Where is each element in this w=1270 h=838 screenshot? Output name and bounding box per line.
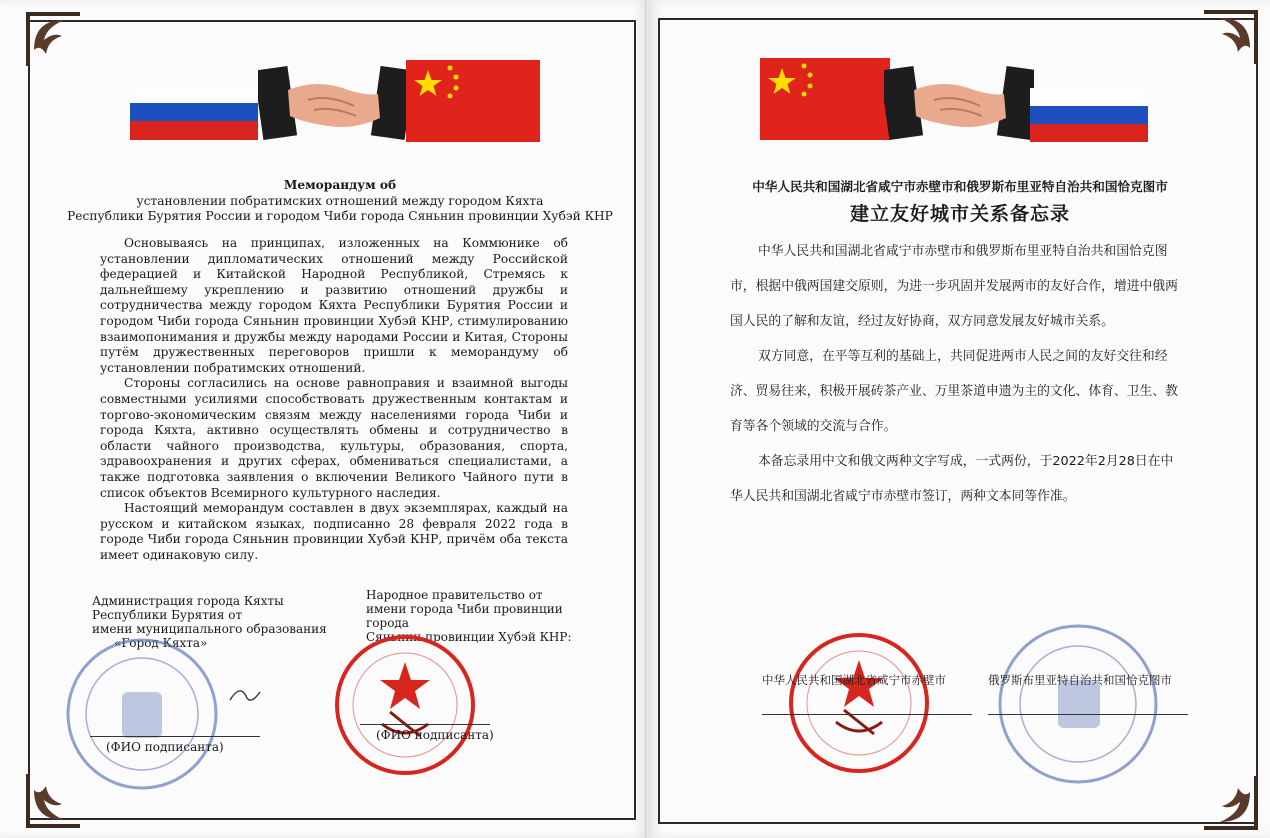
signer-caption: (ФИО подписанта) [376, 728, 494, 742]
red-city-seal-icon [786, 630, 932, 776]
handshake-icon [258, 60, 408, 142]
ornamental-corner-icon [24, 10, 84, 70]
handshake-icon [884, 60, 1034, 142]
memorandum-subtitle-cn: 中华人民共和国湖北省咸宁市赤壁市和俄罗斯布里亚特自治共和国恰克图市 [752, 179, 1168, 194]
memorandum-title-cn: 建立友好城市关系备忘录 [849, 203, 1070, 225]
signature-line [360, 724, 490, 725]
body-paragraph: 本备忘录用中文和俄文两种文字写成，一式两份，于2022年2月28日在中华人民共和国湖北省咸宁市赤壁市签订，两种文本同等作准。 [730, 454, 1174, 504]
signatory-kyakhta-cn: 俄罗斯布里亚特自治共和国恰克图市 [988, 673, 1172, 687]
signatory-line: Сяньнин провинции Хубэй КНР: [366, 630, 572, 644]
title-line: установлении побратимских отношений между городом Кяхта [136, 193, 544, 208]
signature-icon [226, 680, 266, 710]
signature-line [988, 714, 1188, 715]
chinese-flag-icon [760, 58, 890, 140]
title-line: Республики Бурятия России и городом Чиби города Сяньнин провинции Хубэй КНР [67, 209, 613, 224]
memorandum-title-ru [60, 178, 620, 225]
signatory-line: Республики Бурятия от [92, 608, 243, 622]
chinese-flag-icon [406, 60, 540, 142]
body-paragraph: Основываясь на принципах, изложенных на Коммюнике об установлении дипломатических отношений между Российской федерацией и Китайской Народной Республикой, Стремясь к дальнейшему укреплению и развитию отношений дружбы и сотрудничества между городом Кяхта Республики Бурятия России и городом Чиби города Сяньнин провинции Хубэй КНР, стимулированию взаимопонимания и дружбы между народами России и Китая, Стороны путём дружественных переговоров пришли к меморандуму об установлении побратимских отношений. [100, 236, 568, 375]
ornamental-corner-icon [1200, 772, 1260, 832]
signatory-line: Администрация города Кяхты [92, 594, 284, 608]
ornamental-corner-icon [1200, 8, 1260, 68]
red-city-seal-icon [332, 632, 478, 778]
body-paragraph: Настоящий меморандум составлен в двух экземплярах, каждый на русском и китайском языках, подписанно 28 февраля 2022 года в городе Чиби города Сяньнин провинции Хубэй КНР, причём оба текста имеет одинаковую силу. [100, 501, 568, 562]
body-paragraph: 中华人民共和国湖北省咸宁市赤壁市和俄罗斯布里亚特自治共和国恰克图市，根据中俄两国建交原则，为进一步巩固并发展两市的友好合作，增进中俄两国人民的了解和友谊，经过友好协商，双方同意发展友好城市关系。 [730, 244, 1178, 329]
signatory-line: имени муниципального образования [92, 622, 327, 636]
blue-city-seal-icon [64, 636, 220, 792]
signature-line [762, 714, 972, 715]
russian-flag-icon [130, 84, 258, 140]
signatory-line: «Город Кяхта» [114, 636, 208, 650]
title-line: Меморандум об [283, 178, 397, 192]
signatory-chibi-cn: 中华人民共和国湖北省咸宁市赤壁市 [762, 673, 946, 687]
right-page-chinese [650, 0, 1270, 838]
body-paragraph: 双方同意，在平等互利的基础上，共同促进两市人民之间的友好交往和经济、贸易往来，积极开展砖茶产业、万里茶道申遗为主的文化、体育、卫生、教育等各个领域的交流与合作。 [730, 349, 1178, 434]
blue-city-seal-icon [996, 622, 1160, 786]
signer-caption: (ФИО подписанта) [106, 740, 224, 754]
memorandum-body-cn [730, 234, 1180, 514]
russian-flag-icon [1030, 88, 1148, 142]
signatory-line: Народное правительство от [366, 588, 543, 602]
signatory-line: имени города Чиби провинции города [366, 602, 563, 630]
signature-line [90, 736, 260, 737]
body-paragraph: Стороны согласились на основе равноправия и взаимной выгоды совместными усилиями способствовать дружественным контактам и торгово-экономическим связям между населениями города Чиби и города Кяхта, активно осуществлять обмены и сотрудничество в области чайного производства, культуры, образования, спорта, здравоохранения и других сферах, обмениваться специалистами, а также подготовка заявления о включении Великого Чайного пути в список объектов Всемирного культурного наследия. [100, 376, 568, 500]
memorandum-body-ru [100, 236, 568, 563]
